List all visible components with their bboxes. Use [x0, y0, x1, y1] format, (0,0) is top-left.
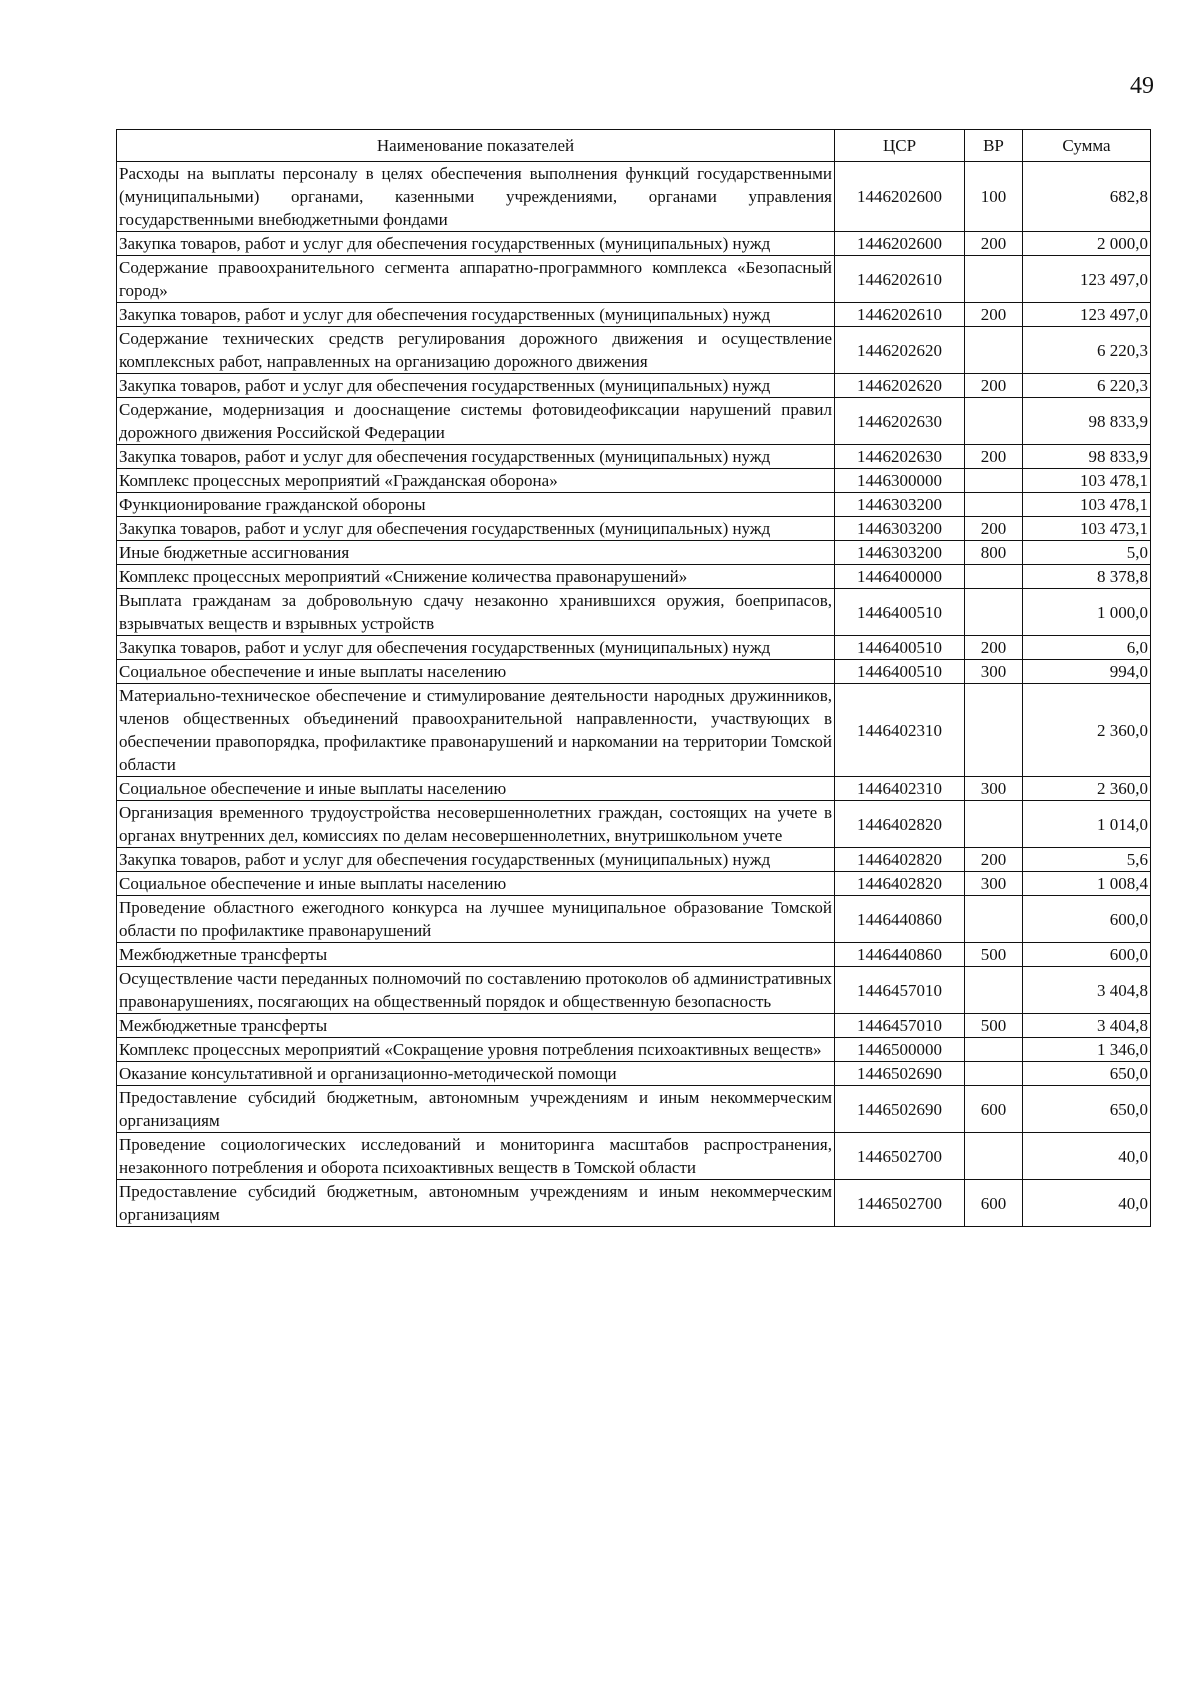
cell-vr: 200 — [965, 374, 1023, 398]
table-row — [117, 162, 1151, 232]
cell-csr: 1446402310 — [835, 684, 965, 777]
cell-name: Закупка товаров, работ и услуг для обеспечения государственных (муниципальных) нужд — [117, 636, 835, 660]
cell-csr: 1446502700 — [835, 1133, 965, 1180]
cell-sum: 6 220,3 — [1023, 327, 1151, 374]
cell-name: Закупка товаров, работ и услуг для обеспечения государственных (муниципальных) нужд — [117, 517, 835, 541]
cell-name: Комплекс процессных мероприятий «Снижение количества правонарушений» — [117, 565, 835, 589]
table-row — [117, 684, 1151, 777]
budget-table — [116, 129, 1151, 1227]
cell-name: Содержание технических средств регулирования дорожного движения и осуществление комплексных работ, направленных на организацию дорожного движения — [117, 327, 835, 374]
table-row — [117, 232, 1151, 256]
cell-name: Комплекс процессных мероприятий «Гражданская оборона» — [117, 469, 835, 493]
table-row — [117, 374, 1151, 398]
cell-csr: 1446303200 — [835, 517, 965, 541]
cell-vr: 500 — [965, 1014, 1023, 1038]
table-row — [117, 327, 1151, 374]
cell-vr — [965, 684, 1023, 777]
cell-name: Выплата гражданам за добровольную сдачу незаконно хранившихся оружия, боеприпасов, взрывчатых веществ и взрывных устройств — [117, 589, 835, 636]
table-row — [117, 943, 1151, 967]
cell-vr — [965, 256, 1023, 303]
cell-vr: 200 — [965, 303, 1023, 327]
cell-vr: 300 — [965, 777, 1023, 801]
cell-sum: 103 478,1 — [1023, 469, 1151, 493]
cell-name: Закупка товаров, работ и услуг для обеспечения государственных (муниципальных) нужд — [117, 232, 835, 256]
table-row — [117, 256, 1151, 303]
cell-vr: 200 — [965, 517, 1023, 541]
cell-vr — [965, 967, 1023, 1014]
header-vr: ВР — [965, 130, 1023, 162]
cell-csr: 1446303200 — [835, 541, 965, 565]
cell-vr — [965, 1062, 1023, 1086]
table-row — [117, 445, 1151, 469]
cell-sum: 3 404,8 — [1023, 967, 1151, 1014]
cell-vr: 200 — [965, 445, 1023, 469]
header-name: Наименование показателей — [117, 130, 835, 162]
cell-csr: 1446402820 — [835, 872, 965, 896]
cell-csr: 1446400510 — [835, 660, 965, 684]
cell-sum: 650,0 — [1023, 1062, 1151, 1086]
table-row — [117, 896, 1151, 943]
cell-sum: 2 360,0 — [1023, 684, 1151, 777]
cell-name: Иные бюджетные ассигнования — [117, 541, 835, 565]
cell-csr: 1446202630 — [835, 398, 965, 445]
cell-name: Функционирование гражданской обороны — [117, 493, 835, 517]
cell-csr: 1446202610 — [835, 303, 965, 327]
cell-csr: 1446502700 — [835, 1180, 965, 1227]
cell-sum: 103 473,1 — [1023, 517, 1151, 541]
cell-sum: 6 220,3 — [1023, 374, 1151, 398]
cell-name: Оказание консультативной и организационно-методической помощи — [117, 1062, 835, 1086]
table-row — [117, 398, 1151, 445]
page-number: 49 — [1130, 73, 1154, 99]
cell-csr: 1446400000 — [835, 565, 965, 589]
cell-vr: 300 — [965, 872, 1023, 896]
cell-name: Проведение социологических исследований и мониторинга масштабов распространения, незаконного потребления и оборота психоактивных веществ в Томской области — [117, 1133, 835, 1180]
cell-sum: 650,0 — [1023, 1086, 1151, 1133]
cell-sum: 5,6 — [1023, 848, 1151, 872]
cell-csr: 1446402820 — [835, 848, 965, 872]
cell-vr: 200 — [965, 232, 1023, 256]
table-row — [117, 1180, 1151, 1227]
cell-csr: 1446502690 — [835, 1062, 965, 1086]
cell-vr: 600 — [965, 1086, 1023, 1133]
cell-name: Проведение областного ежегодного конкурса на лучшее муниципальное образование Томской области по профилактике правонарушений — [117, 896, 835, 943]
header-sum: Сумма — [1023, 130, 1151, 162]
cell-sum: 1 008,4 — [1023, 872, 1151, 896]
table-row — [117, 1038, 1151, 1062]
cell-sum: 40,0 — [1023, 1133, 1151, 1180]
cell-sum: 600,0 — [1023, 943, 1151, 967]
cell-name: Социальное обеспечение и иные выплаты населению — [117, 872, 835, 896]
table-row — [117, 1133, 1151, 1180]
cell-name: Закупка товаров, работ и услуг для обеспечения государственных (муниципальных) нужд — [117, 303, 835, 327]
cell-sum: 600,0 — [1023, 896, 1151, 943]
cell-sum: 40,0 — [1023, 1180, 1151, 1227]
cell-sum: 1 000,0 — [1023, 589, 1151, 636]
cell-sum: 123 497,0 — [1023, 303, 1151, 327]
table-header-row — [117, 130, 1151, 162]
table-row — [117, 469, 1151, 493]
table-row — [117, 1062, 1151, 1086]
cell-sum: 123 497,0 — [1023, 256, 1151, 303]
cell-sum: 2 360,0 — [1023, 777, 1151, 801]
cell-vr — [965, 493, 1023, 517]
cell-vr: 200 — [965, 636, 1023, 660]
cell-vr — [965, 801, 1023, 848]
cell-csr: 1446202620 — [835, 327, 965, 374]
cell-name: Материально-техническое обеспечение и стимулирование деятельности народных дружинников, членов общественных объединений правоохранительной направленности, участвующих в обеспечении правопорядка, профилактике правонарушений и наркомании на территории Томской области — [117, 684, 835, 777]
cell-vr — [965, 327, 1023, 374]
cell-vr: 200 — [965, 848, 1023, 872]
cell-csr: 1446202610 — [835, 256, 965, 303]
cell-sum: 8 378,8 — [1023, 565, 1151, 589]
cell-csr: 1446402820 — [835, 801, 965, 848]
cell-vr: 800 — [965, 541, 1023, 565]
cell-csr: 1446202600 — [835, 232, 965, 256]
table-row — [117, 303, 1151, 327]
cell-name: Содержание, модернизация и дооснащение системы фотовидеофиксации нарушений правил дорожного движения Российской Федерации — [117, 398, 835, 445]
cell-name: Содержание правоохранительного сегмента аппаратно-программного комплекса «Безопасный город» — [117, 256, 835, 303]
cell-sum: 994,0 — [1023, 660, 1151, 684]
cell-vr — [965, 896, 1023, 943]
cell-vr — [965, 1038, 1023, 1062]
cell-name: Предоставление субсидий бюджетным, автономным учреждениям и иным некоммерческим организациям — [117, 1180, 835, 1227]
table-row — [117, 565, 1151, 589]
cell-name: Комплекс процессных мероприятий «Сокращение уровня потребления психоактивных веществ» — [117, 1038, 835, 1062]
cell-name: Межбюджетные трансферты — [117, 1014, 835, 1038]
cell-sum: 1 346,0 — [1023, 1038, 1151, 1062]
cell-name: Закупка товаров, работ и услуг для обеспечения государственных (муниципальных) нужд — [117, 374, 835, 398]
cell-name: Предоставление субсидий бюджетным, автономным учреждениям и иным некоммерческим организациям — [117, 1086, 835, 1133]
cell-csr: 1446502690 — [835, 1086, 965, 1133]
table-row — [117, 636, 1151, 660]
cell-name: Закупка товаров, работ и услуг для обеспечения государственных (муниципальных) нужд — [117, 848, 835, 872]
cell-csr: 1446300000 — [835, 469, 965, 493]
table-row — [117, 1014, 1151, 1038]
cell-sum: 98 833,9 — [1023, 445, 1151, 469]
header-csr: ЦСР — [835, 130, 965, 162]
cell-vr — [965, 589, 1023, 636]
table-row — [117, 541, 1151, 565]
cell-sum: 1 014,0 — [1023, 801, 1151, 848]
cell-vr: 300 — [965, 660, 1023, 684]
table-row — [117, 493, 1151, 517]
cell-csr: 1446457010 — [835, 1014, 965, 1038]
table-row — [117, 848, 1151, 872]
table-row — [117, 517, 1151, 541]
table-row — [117, 777, 1151, 801]
cell-csr: 1446400510 — [835, 589, 965, 636]
cell-csr: 1446400510 — [835, 636, 965, 660]
cell-name: Закупка товаров, работ и услуг для обеспечения государственных (муниципальных) нужд — [117, 445, 835, 469]
cell-csr: 1446202600 — [835, 162, 965, 232]
cell-sum: 98 833,9 — [1023, 398, 1151, 445]
cell-csr: 1446303200 — [835, 493, 965, 517]
cell-vr — [965, 469, 1023, 493]
cell-vr: 600 — [965, 1180, 1023, 1227]
cell-name: Социальное обеспечение и иные выплаты населению — [117, 660, 835, 684]
table-row — [117, 1086, 1151, 1133]
cell-csr: 1446440860 — [835, 896, 965, 943]
cell-csr: 1446202620 — [835, 374, 965, 398]
cell-name: Организация временного трудоустройства несовершеннолетних граждан, состоящих на учете в органах внутренних дел, комиссиях по делам несовершеннолетних, внутришкольном учете — [117, 801, 835, 848]
cell-sum: 2 000,0 — [1023, 232, 1151, 256]
cell-csr: 1446440860 — [835, 943, 965, 967]
cell-sum: 103 478,1 — [1023, 493, 1151, 517]
cell-sum: 682,8 — [1023, 162, 1151, 232]
cell-csr: 1446202630 — [835, 445, 965, 469]
table-row — [117, 872, 1151, 896]
cell-name: Межбюджетные трансферты — [117, 943, 835, 967]
cell-vr — [965, 398, 1023, 445]
table-row — [117, 660, 1151, 684]
cell-csr: 1446457010 — [835, 967, 965, 1014]
cell-name: Социальное обеспечение и иные выплаты населению — [117, 777, 835, 801]
cell-vr — [965, 565, 1023, 589]
cell-sum: 3 404,8 — [1023, 1014, 1151, 1038]
cell-vr: 500 — [965, 943, 1023, 967]
cell-vr: 100 — [965, 162, 1023, 232]
cell-name: Осуществление части переданных полномочий по составлению протоколов об административных правонарушениях, посягающих на общественный порядок и общественную безопасность — [117, 967, 835, 1014]
cell-csr: 1446402310 — [835, 777, 965, 801]
cell-csr: 1446500000 — [835, 1038, 965, 1062]
cell-sum: 5,0 — [1023, 541, 1151, 565]
cell-name: Расходы на выплаты персоналу в целях обеспечения выполнения функций государственными (муниципальными) органами, казенными учреждениями, органами управления государственными внебюджетными фондами — [117, 162, 835, 232]
table-row — [117, 801, 1151, 848]
cell-vr — [965, 1133, 1023, 1180]
table-row — [117, 589, 1151, 636]
table-row — [117, 967, 1151, 1014]
table-body — [117, 162, 1151, 1227]
cell-sum: 6,0 — [1023, 636, 1151, 660]
